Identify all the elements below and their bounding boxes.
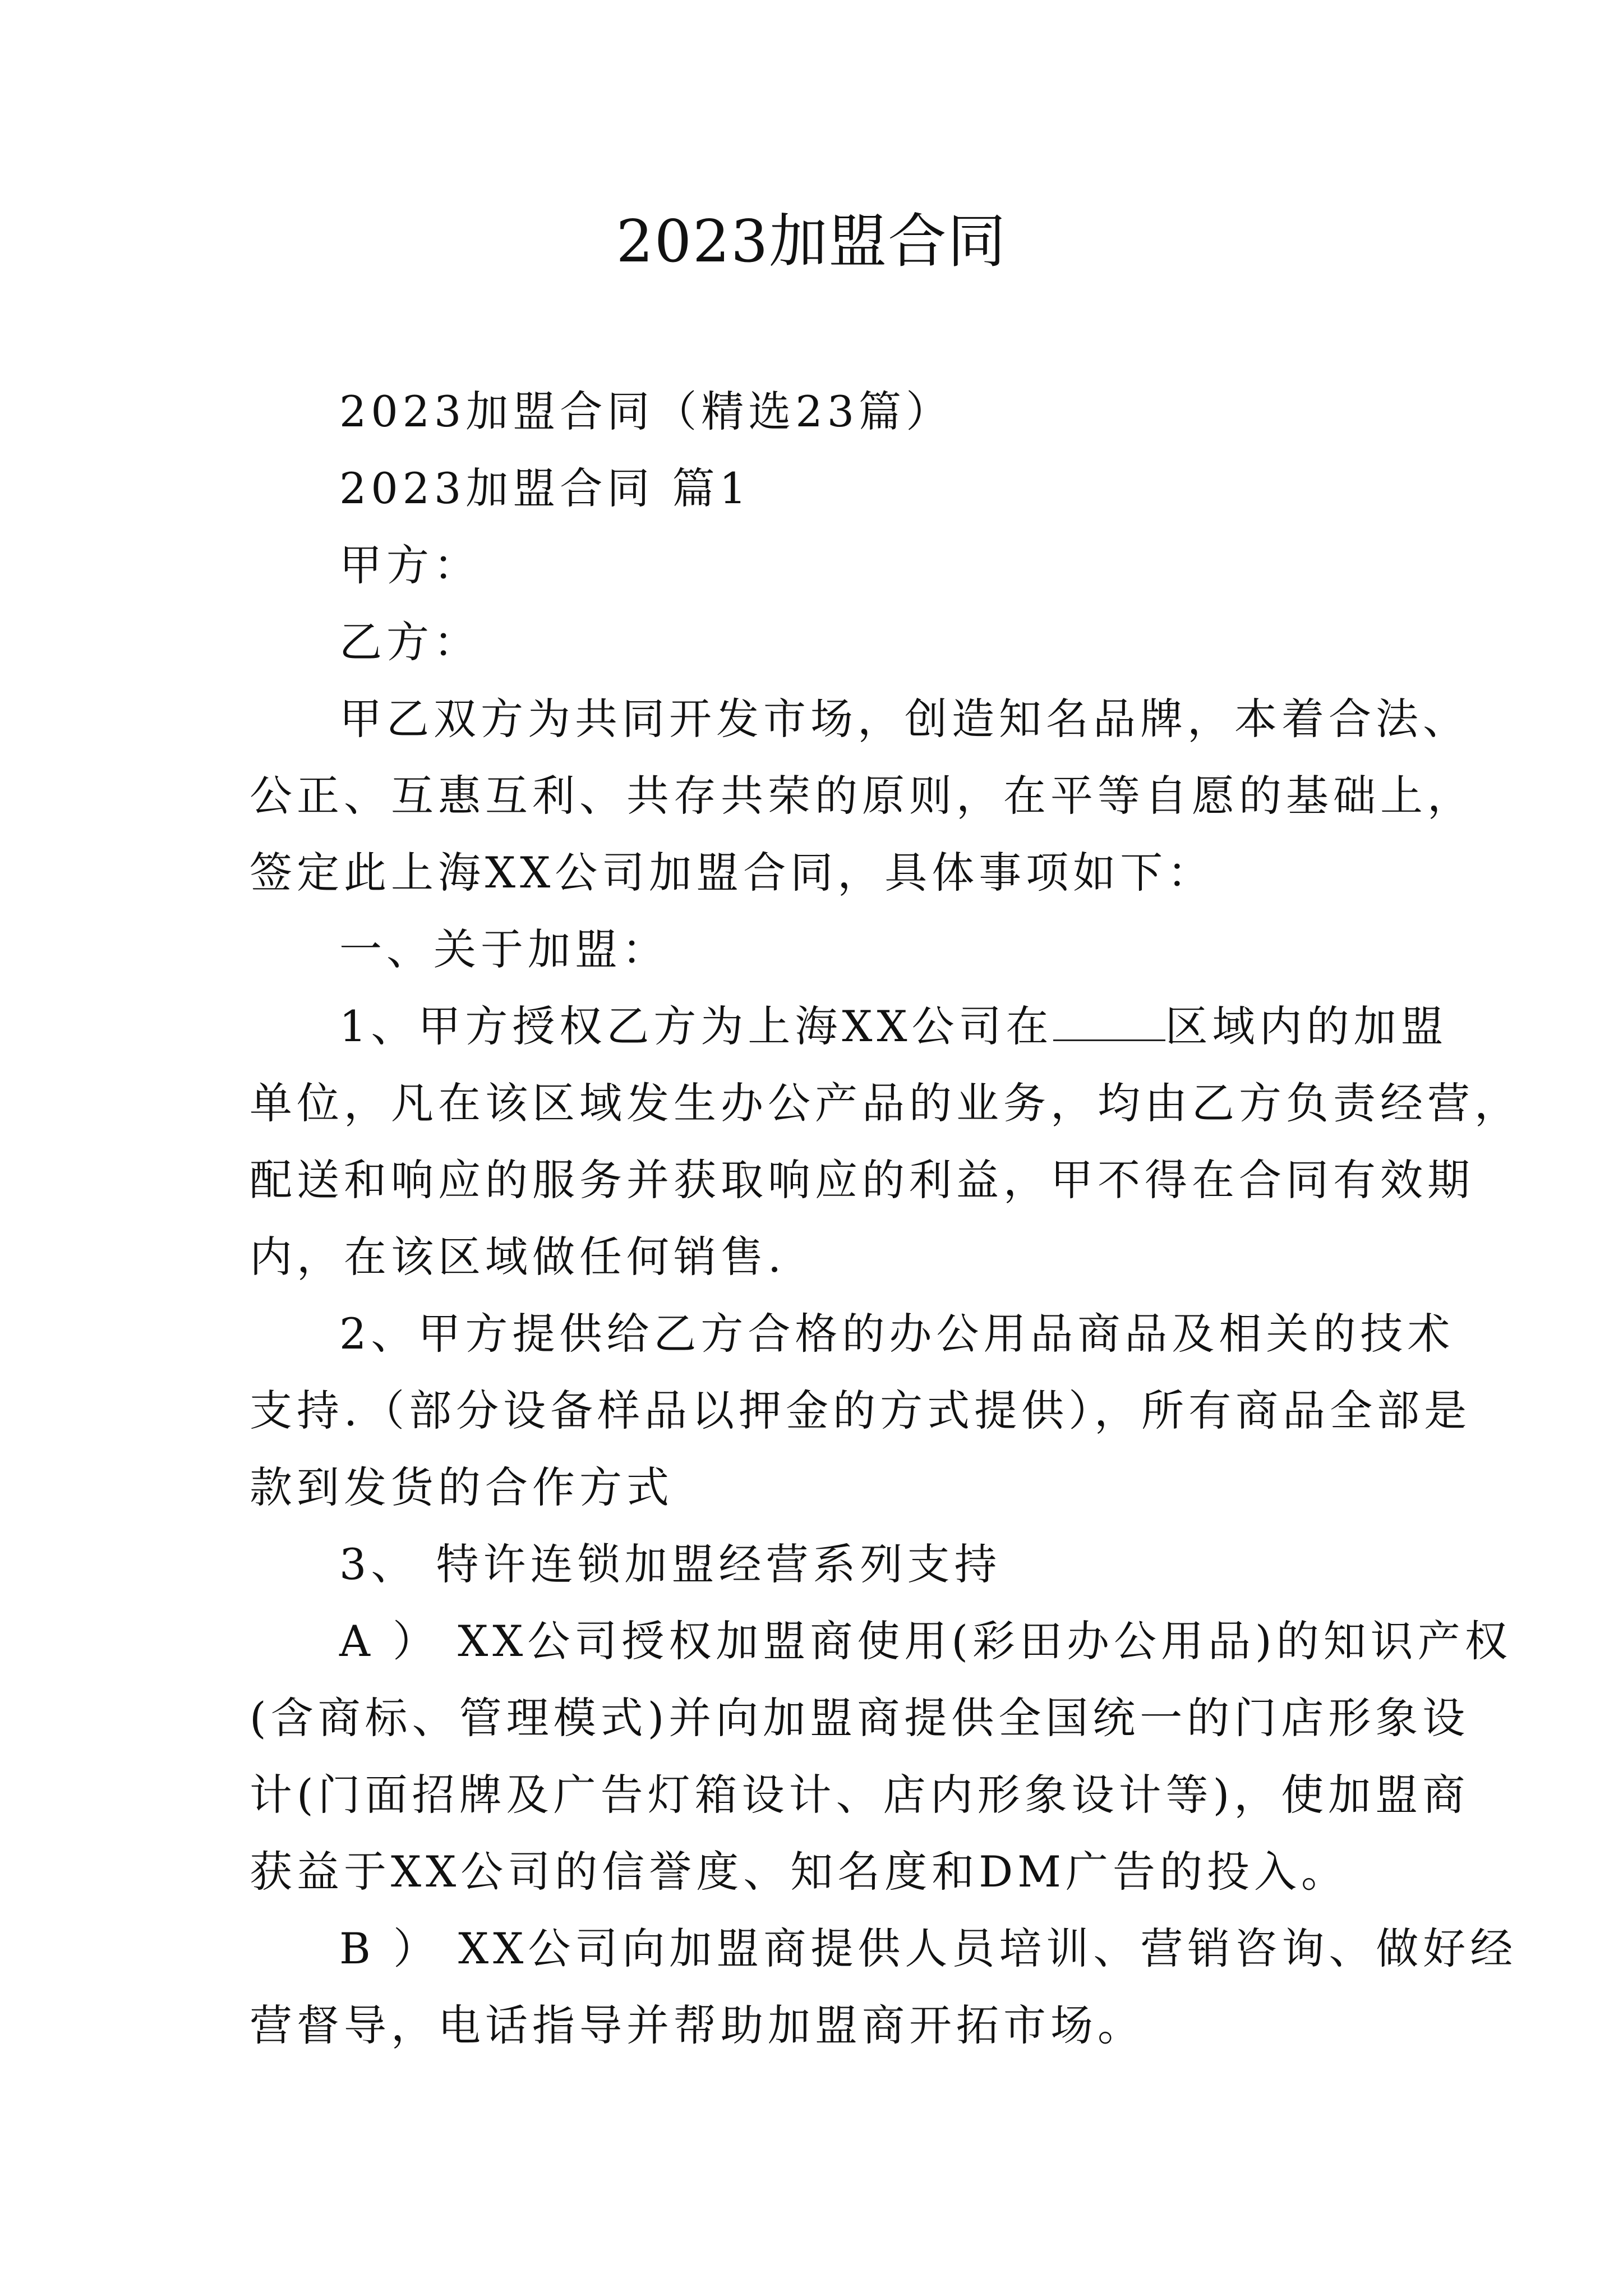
section-heading: 2023加盟合同 篇1	[339, 463, 751, 513]
clause1-text-after-blank: 区域内的加盟	[1165, 1001, 1448, 1051]
party-a-label: 甲方：	[339, 540, 481, 590]
document-body	[250, 373, 1521, 2064]
clause1-line-4: 内，在该区域做任何销售.	[250, 1232, 786, 1282]
clause1-line-3: 配送和响应的服务并获取响应的利益，甲不得在合同有效期	[250, 1155, 1474, 1205]
clause1-text-before-blank: 1、甲方授权乙方为上海XX公司在	[339, 1001, 1053, 1051]
clause2-line-3: 款到发货的合作方式	[250, 1462, 674, 1512]
clause3a-line-2: (含商标、管理模式)并向加盟商提供全国统一的门店形象设	[250, 1693, 1470, 1743]
document-subtitle: 2023加盟合同（精选23篇）	[339, 386, 953, 436]
clause3a-line-3: 计(门面招牌及广告灯箱设计、店内形象设计等)，使加盟商	[250, 1770, 1470, 1820]
clause3a-line-1: A ） XX公司授权加盟商使用(彩田办公用品)的知识产权	[339, 1616, 1512, 1666]
intro-line-3: 签定此上海XX公司加盟合同，具体事项如下：	[250, 848, 1215, 898]
region-blank	[1053, 1000, 1165, 1041]
clause2-line-1: 2、甲方提供给乙方合格的办公用品商品及相关的技术	[339, 1309, 1455, 1359]
clause1-line-2: 单位，凡在该区域发生办公产品的业务，均由乙方负责经营，	[250, 1078, 1521, 1128]
intro-line-2: 公正、互惠互利、共存共荣的原则，在平等自愿的基础上，	[250, 771, 1474, 821]
clause3b-line-1: B ） XX公司向加盟商提供人员培训、营销咨询、做好经	[339, 1924, 1518, 1973]
party-b-label: 乙方：	[339, 617, 481, 667]
clause3b-line-2: 营督导，电话指导并帮助加盟商开拓市场。	[250, 2000, 1145, 2050]
clause1-line-1	[250, 988, 1448, 1065]
clause2-line-2: 支持.（部分设备样品以押金的方式提供），所有商品全部是	[250, 1386, 1472, 1435]
intro-line-1: 甲乙双方为共同开发市场，创造知名品牌，本着合法、	[339, 694, 1470, 744]
document-title: 2023加盟合同	[616, 207, 1007, 275]
part1-heading: 一、关于加盟：	[339, 924, 669, 974]
clause3a-line-4: 获益于XX公司的信誉度、知名度和DM广告的投入。	[250, 1847, 1348, 1897]
clause3-heading: 3、 特许连锁加盟经营系列支持	[339, 1539, 1002, 1589]
